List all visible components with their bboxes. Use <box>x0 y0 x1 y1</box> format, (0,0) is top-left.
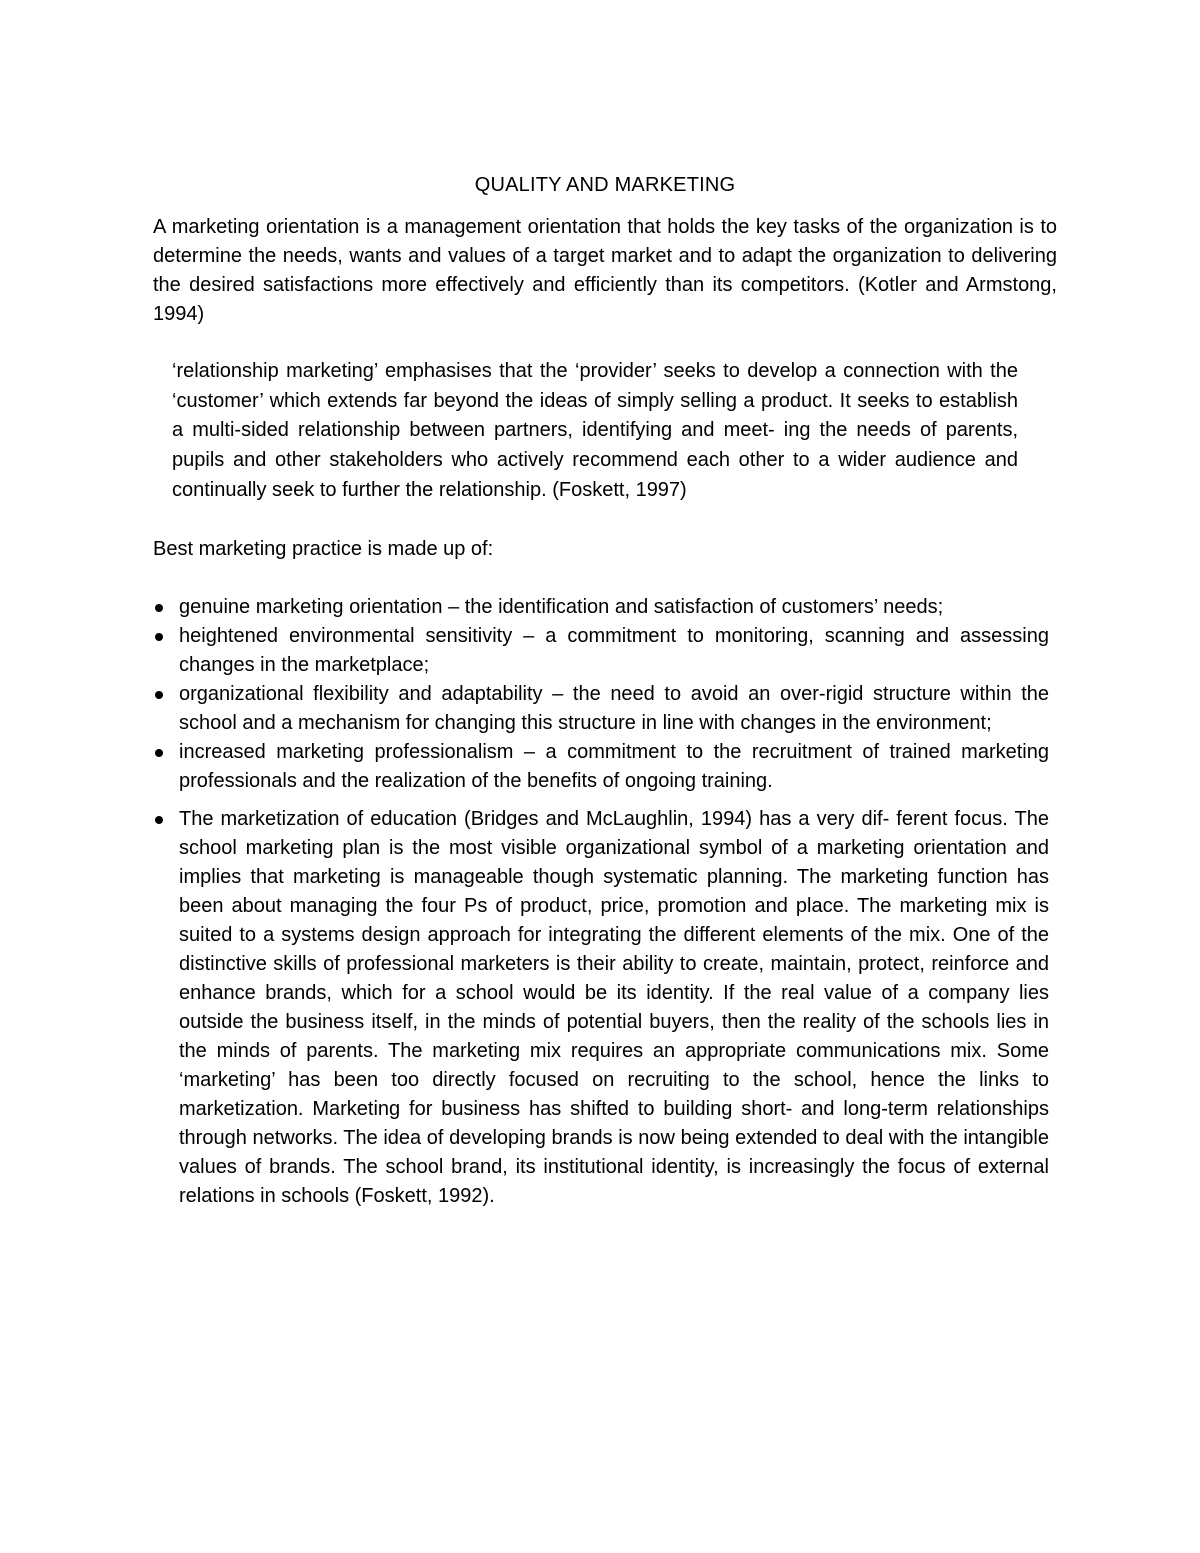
bullet-dot-icon <box>155 633 163 641</box>
bullet-text: increased marketing professionalism – a commitment to the recruitment of trained marketing professionals and the realization of the benefits of ongoing training. <box>179 741 1049 792</box>
list-lead: Best marketing practice is made up of: <box>153 538 494 560</box>
bullet-text: The marketization of education (Bridges and McLaughlin, 1994) has a very dif- ferent focus. The school marketing plan is the most visible organizational symbol of a marketing orientation and implies that marketing is manageable though systematic planning. The marketing function has been about managing the four Ps of product, price, promotion and place. The marketing mix is suited to a systems design approach for integrating the different elements of the mix. One of the distinctive skills of professional marketers is their ability to create, maintain, protect, reinforce and enhance brands, which for a school would be its identity. If the real value of a company lies outside the business itself, in the minds of potential buyers, then the reality of the schools lies in the minds of parents. The marketing mix requires an appropriate communications mix. Some ‘marketing’ has been too directly focused on recruiting to the school, hence the links to marketization. Marketing for business has shifted to building short- and long-term relationships through networks. The idea of developing brands is now being extended to deal with the intangible values of brands. The school brand, its institutional identity, is increasingly the focus of external relations in schools (Foskett, 1992). <box>179 808 1049 1207</box>
bullet-item <box>153 738 1049 796</box>
bullet-item <box>153 622 1049 680</box>
intro-paragraph: A marketing orientation is a management orientation that holds the key tasks of the organization is to determine the needs, wants and values of a target market and to adapt the organization to delivering the desired satisfactions more effectively and efficiently than its competitors. (Kotler and Armstong, 1994) <box>153 216 1057 325</box>
bullet-dot-icon <box>155 816 163 824</box>
document-title: QUALITY AND MARKETING <box>474 174 736 196</box>
bullet-dot-icon <box>155 691 163 699</box>
bullet-text: heightened environmental sensitivity – a commitment to monitoring, scanning and assessing changes in the marketplace; <box>179 625 1049 676</box>
practice-bullet-list <box>153 593 1049 1211</box>
bullet-dot-icon <box>155 749 163 757</box>
bullet-item <box>153 680 1049 738</box>
bullet-dot-icon <box>155 604 163 612</box>
bullet-item <box>153 593 1049 622</box>
bullet-text: organizational flexibility and adaptability – the need to avoid an over-rigid structure within the school and a mechanism for changing this structure in line with changes in the environment; <box>179 683 1049 734</box>
bullet-item <box>153 805 1049 1211</box>
bullet-text: genuine marketing orientation – the identification and satisfaction of customers’ needs; <box>179 596 944 618</box>
quote-paragraph: ‘relationship marketing’ emphasises that the ‘provider’ seeks to develop a connection with the ‘customer’ which extends far beyond the ideas of simply selling a product. It seeks to establish a multi-sided relationship between partners, identifying and meet- ing the needs of parents, pupils and other stakeholders who actively recommend each other to a wider audience and continually seek to further the relationship. (Foskett, 1997) <box>172 360 1018 501</box>
